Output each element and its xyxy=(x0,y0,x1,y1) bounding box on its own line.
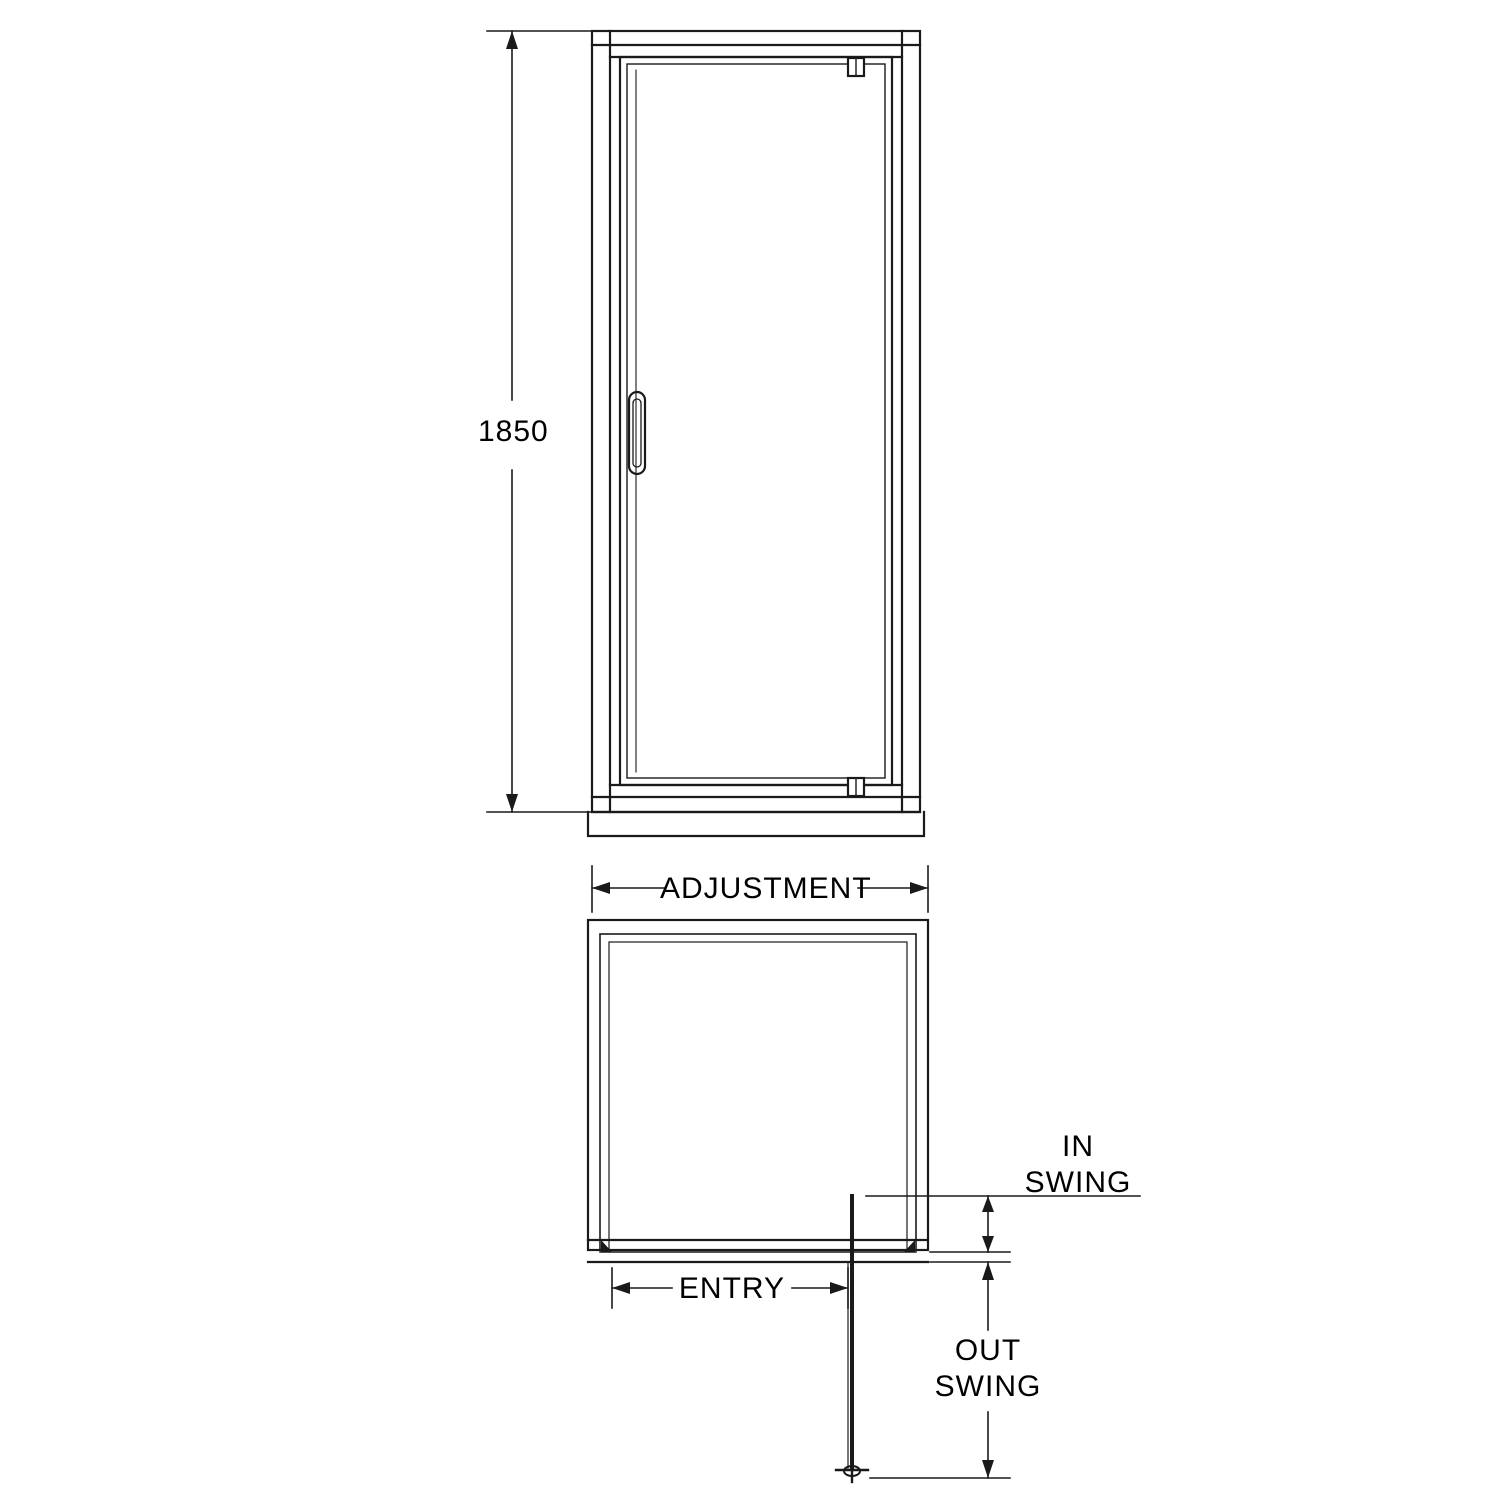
in-swing-label-line1: IN xyxy=(1062,1130,1094,1163)
out-swing-label-line2: SWING xyxy=(934,1370,1042,1403)
plan-view xyxy=(588,920,928,1482)
height-dimension-label: 1850 xyxy=(478,415,549,448)
out-swing-label-line1: OUT xyxy=(954,1334,1022,1367)
front-elevation-view xyxy=(580,31,924,836)
adjustment-dimension-label: ADJUSTMENT xyxy=(660,872,872,905)
in-swing-label-line2: SWING xyxy=(1024,1166,1132,1199)
entry-dimension-label: ENTRY xyxy=(678,1272,786,1305)
